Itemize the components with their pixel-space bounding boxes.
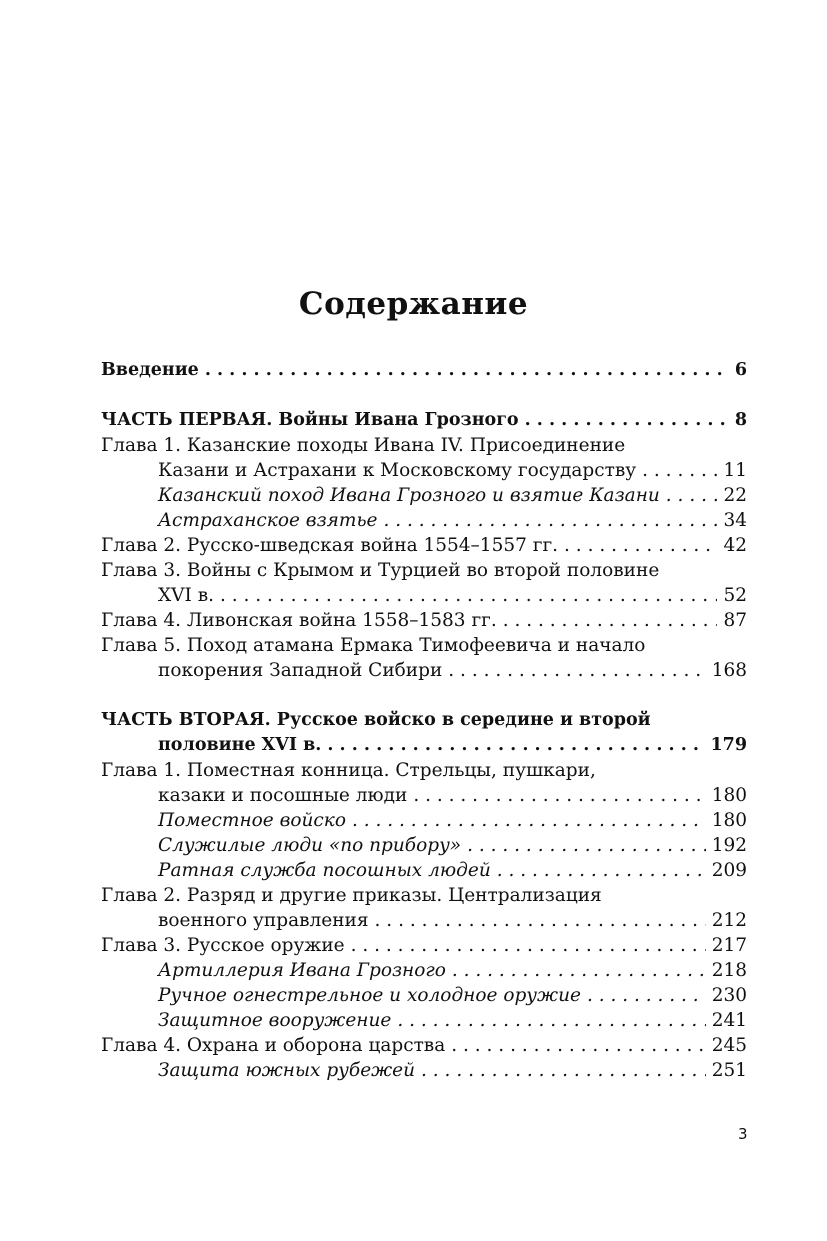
toc-subsection[interactable] [158, 508, 747, 533]
leader-dots [452, 958, 706, 983]
toc-subsection[interactable] [158, 958, 747, 983]
toc-subsection[interactable] [158, 1058, 747, 1083]
toc-entry-page: 22 [723, 485, 747, 506]
toc-part-2-heading-line-2[interactable] [158, 733, 747, 758]
toc-entry-page: 217 [711, 935, 747, 956]
leader-dots [421, 1058, 706, 1083]
leader-dots [503, 608, 718, 633]
toc-chapter-4[interactable] [101, 1033, 747, 1058]
leader-dots [205, 358, 729, 383]
leader-dots [352, 808, 706, 833]
toc-chapter-4[interactable] [101, 608, 747, 633]
toc-entry-title: Артиллерия Ивана Грозного [158, 960, 446, 981]
toc-chapter-2-line-1[interactable]: Глава 2. Разряд и другие приказы. Централизация [101, 885, 602, 906]
toc-entry-page: 245 [711, 1035, 747, 1056]
toc-chapter-3[interactable] [101, 933, 747, 958]
toc-entry-title: половине XVI в. [158, 735, 322, 755]
leader-dots [642, 458, 717, 483]
leader-dots [383, 508, 717, 533]
leader-dots [397, 1008, 705, 1033]
toc-entry-page: 192 [711, 835, 747, 856]
leader-dots [451, 1033, 705, 1058]
toc-entry-title: Служилые люди «по прибору» [158, 835, 462, 856]
toc-subsection[interactable] [158, 833, 747, 858]
toc-entry-page: 180 [711, 785, 747, 806]
toc-entry-page: 42 [723, 535, 747, 556]
toc-entry-title: Защитное вооружение [158, 1010, 392, 1031]
toc-part-1-heading[interactable] [101, 408, 747, 433]
toc-entry-title: Глава 2. Русско-шведская война 1554–1557 гг. [101, 535, 559, 556]
toc-subsection[interactable] [158, 1008, 747, 1033]
toc-entry-page: 209 [711, 860, 747, 881]
toc-entry-page: 180 [711, 810, 747, 831]
toc-chapter-2[interactable] [101, 533, 747, 558]
toc-entry-title: Глава 3. Русское оружие [101, 935, 345, 956]
toc-entry-page: 251 [711, 1060, 747, 1081]
toc-part-2-heading-line-1[interactable]: ЧАСТЬ ВТОРАЯ. Русское войско в середине и второй [101, 710, 651, 730]
toc-entry-page: 212 [711, 910, 747, 931]
toc-chapter-1-line-2[interactable] [158, 783, 747, 808]
toc-entry-page: 241 [711, 1010, 747, 1031]
toc-entry-title: ЧАСТЬ ПЕРВАЯ. Войны Ивана Грозного [101, 410, 519, 430]
toc-entry-title: Защита южных рубежей [158, 1060, 416, 1081]
toc-subsection[interactable] [158, 983, 747, 1008]
toc-entry-title: военного управления [158, 910, 369, 931]
toc-entry-title: XVI в. [158, 585, 215, 606]
leader-dots [220, 583, 717, 608]
toc-entry-title: Казани и Астрахани к Московскому государству [158, 460, 637, 481]
toc-subsection[interactable] [158, 858, 747, 883]
toc-entry-page: 179 [710, 735, 747, 755]
toc-entry-page: 168 [711, 660, 747, 681]
page-number: 3 [738, 1125, 748, 1143]
leader-dots [413, 783, 705, 808]
toc-subsection[interactable] [158, 808, 747, 833]
toc-entry-page: 6 [734, 360, 747, 380]
toc-chapter-2-line-2[interactable] [158, 908, 747, 933]
toc-entry-title: Глава 4. Ливонская война 1558–1583 гг. [101, 610, 497, 631]
toc-entry-title: Астраханское взятье [158, 510, 378, 531]
leader-dots [467, 833, 706, 858]
leader-dots [327, 733, 704, 758]
leader-dots [351, 933, 706, 958]
leader-dots [525, 408, 729, 433]
toc-entry-title: Глава 4. Охрана и оборона царства [101, 1035, 446, 1056]
leader-dots [375, 908, 706, 933]
toc-entry-title: покорения Западной Сибири [158, 660, 443, 681]
toc-entry-title: Ратная служба посошных людей [158, 860, 491, 881]
toc-chapter-5-line-2[interactable] [158, 658, 747, 683]
toc-entry-page: 8 [734, 410, 747, 430]
toc-entry-page: 87 [723, 610, 747, 631]
toc-entry-page: 218 [711, 960, 747, 981]
toc-entry-title: Введение [101, 360, 199, 380]
toc-entry-title: Поместное войско [158, 810, 346, 831]
toc-entry-page: 52 [723, 585, 747, 606]
toc-chapter-1-line-1[interactable]: Глава 1. Поместная конница. Стрельцы, пушкари, [101, 760, 596, 781]
page-title: Содержание [298, 286, 529, 322]
leader-dots [497, 858, 706, 883]
toc-entry-title: казаки и посошные люди [158, 785, 408, 806]
toc-chapter-3-line-2[interactable] [158, 583, 747, 608]
toc-chapter-1-line-1[interactable]: Глава 1. Казанские походы Ивана IV. Присоединение [101, 435, 626, 456]
leader-dots [448, 658, 705, 683]
leader-dots [666, 483, 718, 508]
toc-entry-intro[interactable] [101, 358, 747, 383]
toc-chapter-1-line-2[interactable] [158, 458, 747, 483]
toc-entry-page: 11 [723, 460, 747, 481]
toc-entry-page: 34 [723, 510, 747, 531]
leader-dots [564, 533, 717, 558]
toc-entry-title: Ручное огнестрельное и холодное оружие [158, 985, 581, 1006]
toc-entry-page: 230 [711, 985, 747, 1006]
toc-entry-title: Казанский поход Ивана Грозного и взятие Казани [158, 485, 660, 506]
toc-subsection[interactable] [158, 483, 747, 508]
toc-chapter-5-line-1[interactable]: Глава 5. Поход атамана Ермака Тимофеевича и начало [101, 635, 646, 656]
toc-chapter-3-line-1[interactable]: Глава 3. Войны с Крымом и Турцией во второй половине [101, 560, 660, 581]
leader-dots [587, 983, 706, 1008]
